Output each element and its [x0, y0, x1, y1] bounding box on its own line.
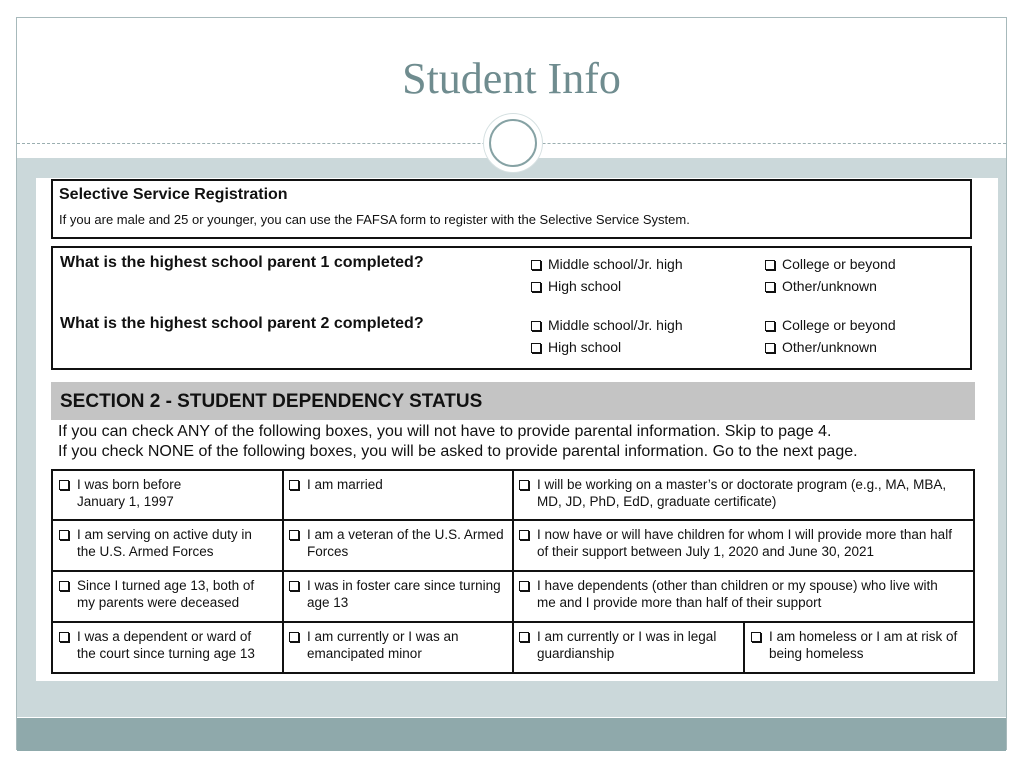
checkbox-icon: [531, 343, 541, 353]
grid-col-divider: [282, 471, 284, 672]
checkbox-icon: [751, 632, 761, 642]
fafsa-form-image: [36, 178, 998, 681]
checkbox-icon: [59, 632, 69, 642]
section2-title: SECTION 2 - STUDENT DEPENDENCY STATUS: [60, 391, 483, 412]
dependency-active-duty[interactable]: I am serving on active duty in the U.S. Armed Forces: [59, 526, 279, 566]
parent2-option-other[interactable]: Other/unknown: [765, 339, 877, 355]
divider-ring-inner-icon: [489, 119, 537, 167]
checkbox-icon: [59, 581, 69, 591]
checkbox-icon: [289, 581, 299, 591]
checkbox-icon: [531, 260, 541, 270]
checkbox-icon: [531, 282, 541, 292]
checkbox-icon: [519, 581, 529, 591]
selective-service-heading: Selective Service Registration: [59, 186, 288, 203]
checkbox-icon: [519, 632, 529, 642]
footer-band: [17, 718, 1006, 751]
grid-col-divider: [743, 621, 745, 672]
slide-title: Student Info: [402, 54, 621, 103]
checkbox-icon: [765, 343, 775, 353]
parent2-question: What is the highest school parent 2 completed?: [60, 315, 424, 332]
section2-header: [51, 382, 975, 420]
checkbox-icon: [765, 260, 775, 270]
checkbox-icon: [531, 321, 541, 331]
checkbox-icon: [519, 530, 529, 540]
checkbox-icon: [59, 530, 69, 540]
dependency-emancipated-minor[interactable]: I am currently or I was an emancipated minor: [289, 628, 509, 668]
dependency-parents-deceased[interactable]: Since I turned age 13, both of my parents were deceased: [59, 577, 279, 617]
parent2-option-high-school[interactable]: High school: [531, 339, 621, 355]
parent1-option-college[interactable]: College or beyond: [765, 256, 896, 272]
checkbox-icon: [289, 632, 299, 642]
dependency-ward-of-court[interactable]: I was a dependent or ward of the court since turning age 13: [59, 628, 279, 668]
section2-instruction-any: If you can check ANY of the following boxes, you will not have to provide parental information. Skip to page 4.: [58, 423, 832, 440]
dependency-foster-care[interactable]: I was in foster care since turning age 13: [289, 577, 509, 617]
parent2-option-college[interactable]: College or beyond: [765, 317, 896, 333]
checkbox-icon: [765, 321, 775, 331]
parent1-option-other[interactable]: Other/unknown: [765, 278, 877, 294]
dependency-other-dependents[interactable]: I have dependents (other than children or my spouse) who live with me and I provide more than half of their support: [519, 577, 969, 617]
dependency-legal-guardianship[interactable]: I am currently or I was in legal guardianship: [519, 628, 739, 668]
section2-instruction-none: If you check NONE of the following boxes, you will be asked to provide parental information. Go to the next page.: [58, 443, 858, 460]
dependency-veteran[interactable]: I am a veteran of the U.S. Armed Forces: [289, 526, 509, 566]
parent1-option-high-school[interactable]: High school: [531, 278, 621, 294]
dependency-graduate-program[interactable]: I will be working on a master’s or doctorate program (e.g., MA, MBA, MD, JD, PhD, EdD, graduate certificate): [519, 476, 969, 516]
parent2-option-middle-school[interactable]: Middle school/Jr. high: [531, 317, 683, 333]
checkbox-icon: [289, 480, 299, 490]
parent1-option-middle-school[interactable]: Middle school/Jr. high: [531, 256, 683, 272]
selective-service-text: If you are male and 25 or younger, you can use the FAFSA form to register with the Selective Service System.: [59, 212, 690, 227]
grid-col-divider: [512, 471, 514, 672]
dependency-married[interactable]: I am married: [289, 476, 509, 516]
checkbox-icon: [519, 480, 529, 490]
dependency-born-before-1997[interactable]: I was born before January 1, 1997: [59, 476, 279, 516]
dependency-children-support[interactable]: I now have or will have children for whom I will provide more than half of their support between July 1, 2020 and June 30, 2021: [519, 526, 969, 566]
selective-service-box: [51, 179, 972, 239]
checkbox-icon: [765, 282, 775, 292]
dependency-checkbox-grid: [51, 469, 975, 674]
parent1-question: What is the highest school parent 1 completed?: [60, 254, 424, 271]
parent-education-box: [51, 246, 972, 370]
dependency-homeless[interactable]: I am homeless or I am at risk of being homeless: [751, 628, 969, 668]
checkbox-icon: [59, 480, 69, 490]
checkbox-icon: [289, 530, 299, 540]
